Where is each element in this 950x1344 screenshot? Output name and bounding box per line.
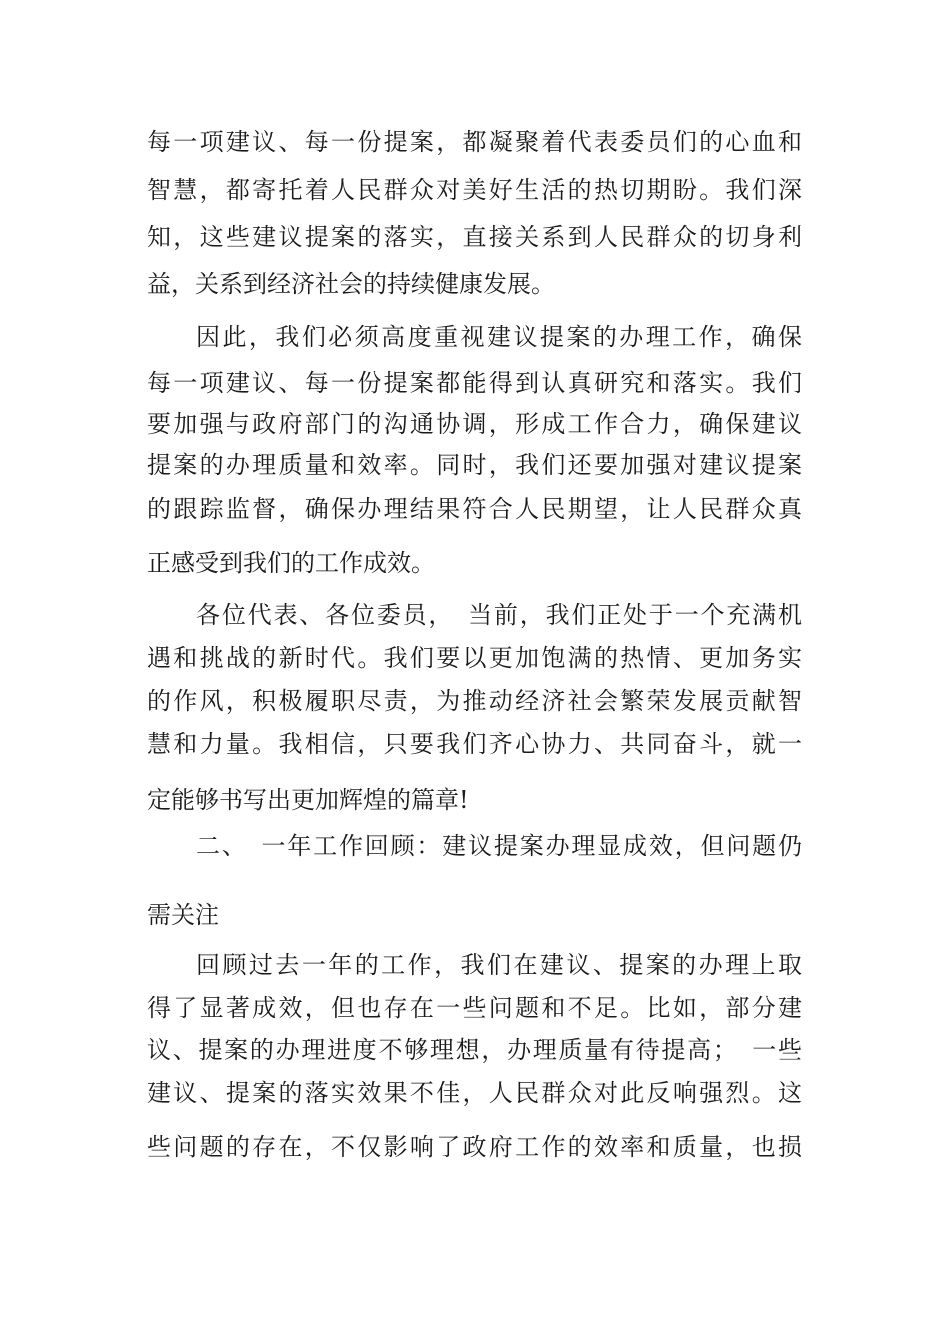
text-line: 知，这些建议提案的落实，直接关系到人民群众的切身利 [147, 223, 802, 251]
text-line: 提案的办理质量和效率。同时，我们还要加强对建议提案 [147, 451, 802, 479]
text-line: 智慧，都寄托着人民群众对美好生活的热切期盼。我们深 [147, 176, 802, 204]
paragraph-first-line: 因此，我们必须高度重视建议提案的办理工作，确保 [196, 323, 802, 351]
text-line: 议、提案的办理进度不够理想，办理质量有待提高； 一些 [147, 1036, 802, 1064]
paragraph-first-line: 回顾过去一年的工作，我们在建议、提案的办理上取 [196, 951, 802, 979]
text-line: 的作风，积极履职尽责，为推动经济社会繁荣发展贡献智 [147, 687, 802, 715]
paragraph-first-line: 各位代表、各位委员， 当前，我们正处于一个充满机 [196, 601, 802, 629]
text-line: 得了显著成效，但也存在一些问题和不足。比如，部分建 [147, 994, 802, 1022]
text-line: 慧和力量。我相信，只要我们齐心协力、共同奋斗，就一 [147, 730, 802, 758]
text-line: 每一项建议、每一份提案，都凝聚着代表委员们的心血和 [147, 128, 802, 156]
section-heading: 二、 一年工作回顾：建议提案办理显成效，但问题仍 [196, 832, 802, 860]
section-heading-continued: 需关注 [147, 901, 219, 929]
text-line: 益，关系到经济社会的持续健康发展。 [147, 270, 555, 298]
text-line: 些问题的存在，不仅影响了政府工作的效率和质量，也损 [147, 1133, 802, 1161]
text-line: 遇和挑战的新时代。我们要以更加饱满的热情、更加务实 [147, 644, 802, 672]
text-line: 建议、提案的落实效果不佳，人民群众对此反响强烈。这 [147, 1079, 802, 1107]
text-line: 正感受到我们的工作成效。 [147, 549, 435, 577]
text-line: 要加强与政府部门的沟通协调，形成工作合力，确保建议 [147, 410, 802, 438]
text-line: 的跟踪监督，确保办理结果符合人民期望，让人民群众真 [147, 495, 802, 523]
text-line: 每一项建议、每一份提案都能得到认真研究和落实。我们 [147, 369, 802, 397]
text-line: 定能够书写出更加辉煌的篇章! [147, 786, 469, 814]
